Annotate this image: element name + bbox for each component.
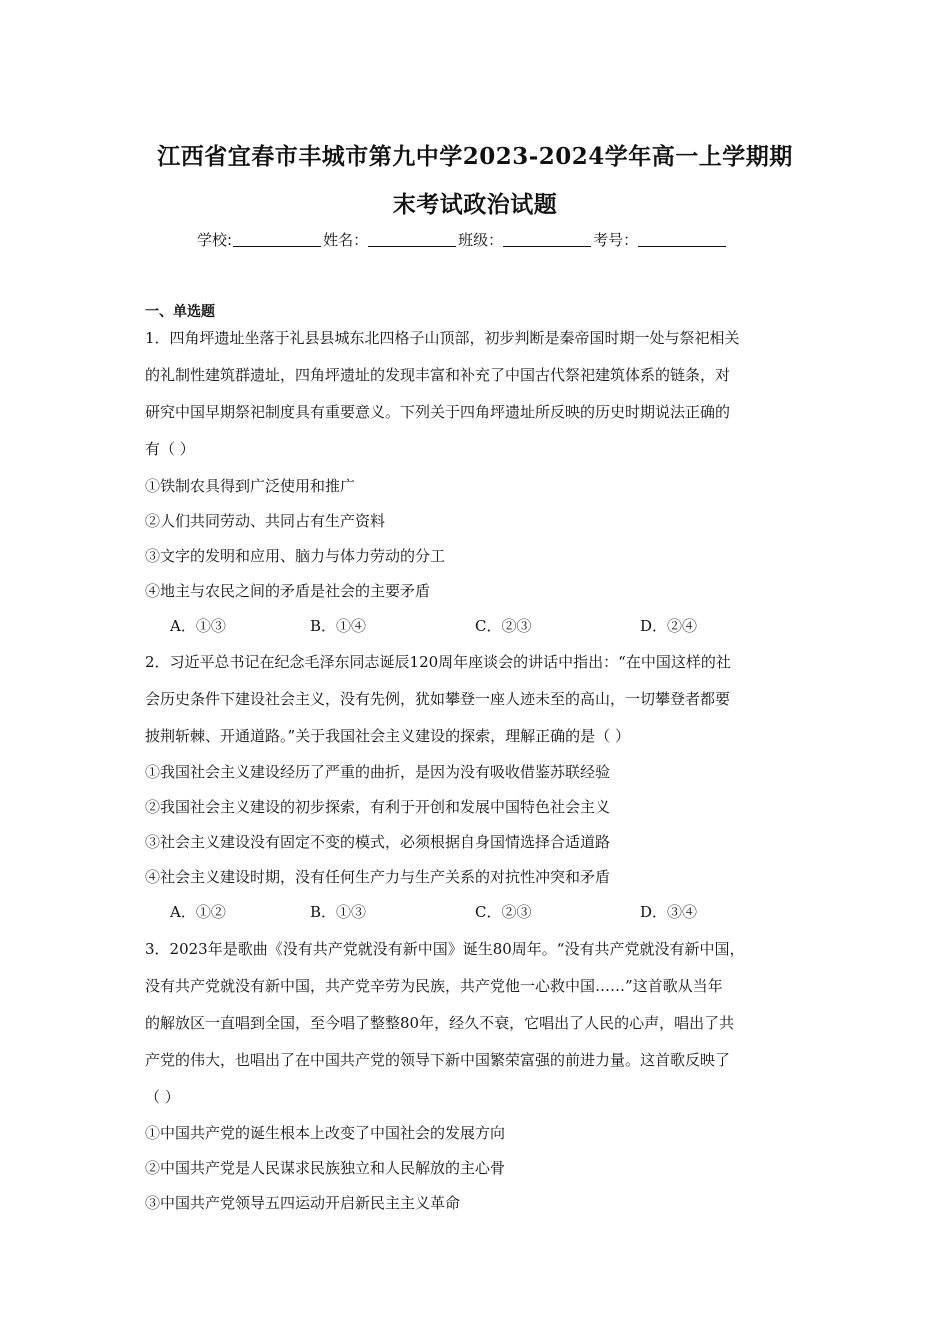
q2-stem-line: 披荆斩棘、开通道路。”关于我国社会主义建设的探索，理解正确的是（ ） [145,727,630,745]
doc-title-line2: 末考试政治试题 [392,191,558,218]
q3-stem-line: 产党的伟大，也唱出了在中国共产党的领导下新中国繁荣富强的前进力量。这首歌反映了 [145,1051,731,1069]
q2-item: ②我国社会主义建设的初步探索，有利于开创和发展中国特色社会主义 [145,798,611,816]
q3-stem-line: 没有共产党就没有新中国，共产党辛劳为民族，共产党他一心救中国……”这首歌从当年 [145,977,723,995]
school-blank[interactable] [233,232,321,247]
school-label: 学校: [197,231,233,249]
q3-stem-line: 3．2023年是歌曲《没有共产党就没有新中国》诞生80周年。“没有共产党就没有新中国， [145,940,745,958]
number-blank[interactable] [638,232,726,247]
doc-title-line1: 江西省宜春市丰城市第九中学2023-2024学年高一上学期期 [157,143,793,170]
q3-stem-line: 的解放区一直唱到全国，至今唱了整整80年，经久不衰，它唱出了人民的心声，唱出了共 [145,1014,735,1032]
name-blank[interactable] [368,232,456,247]
name-label: 姓名： [323,231,369,249]
q2-option-d[interactable]: D．③④ [640,903,698,921]
q2-item: ③社会主义建设没有固定不变的模式，必须根据自身国情选择合适道路 [145,833,611,851]
q1-option-b[interactable]: B．①④ [310,617,367,635]
q2-item: ④社会主义建设时期，没有任何生产力与生产关系的对抗性冲突和矛盾 [145,868,611,886]
student-info-row [197,229,728,250]
class-blank[interactable] [503,232,591,247]
q3-item: ①中国共产党的诞生根本上改变了中国社会的发展方向 [145,1124,506,1142]
q1-option-c[interactable]: C．②③ [475,617,532,635]
q2-stem-line: 会历史条件下建设社会主义，没有先例，犹如攀登一座人迹未至的高山，一切攀登者都要 [145,690,731,708]
q2-stem-line: 2．习近平总书记在纪念毛泽东同志诞辰120周年座谈会的讲话中指出：“在中国这样的社 [145,653,731,671]
q1-option-a[interactable]: A．①③ [170,617,226,635]
q1-stem-line: 有（ ） [145,440,195,458]
q2-option-a[interactable]: A．①② [170,903,226,921]
class-label: 班级： [458,231,504,249]
q1-item: ③文字的发明和应用、脑力与体力劳动的分工 [145,547,446,565]
q1-item: ②人们共同劳动、共同占有生产资料 [145,512,386,530]
q2-item: ①我国社会主义建设经历了严重的曲折，是因为没有吸收借鉴苏联经验 [145,763,611,781]
q1-stem-line: 的礼制性建筑群遗址，四角坪遗址的发现丰富和补充了中国古代祭祀建筑体系的链条，对 [145,366,731,384]
q1-option-d[interactable]: D．②④ [640,617,698,635]
q2-option-b[interactable]: B．①③ [310,903,367,921]
q1-stem-line: 研究中国早期祭祀制度具有重要意义。下列关于四角坪遗址所反映的历史时期说法正确的 [145,403,731,421]
number-label: 考号： [593,231,639,249]
q1-item: ①铁制农具得到广泛使用和推广 [145,477,356,495]
q3-stem-line: （ ） [145,1088,180,1106]
q1-stem-line: 1．四角坪遗址坐落于礼县县城东北四格子山顶部，初步判断是秦帝国时期一处与祭祀相关 [145,329,740,347]
q3-item: ②中国共产党是人民谋求民族独立和人民解放的主心骨 [145,1159,506,1177]
q1-item: ④地主与农民之间的矛盾是社会的主要矛盾 [145,582,431,600]
q3-item: ③中国共产党领导五四运动开启新民主主义革命 [145,1194,461,1212]
q2-option-c[interactable]: C．②③ [475,903,532,921]
section-heading: 一、单选题 [145,304,215,320]
